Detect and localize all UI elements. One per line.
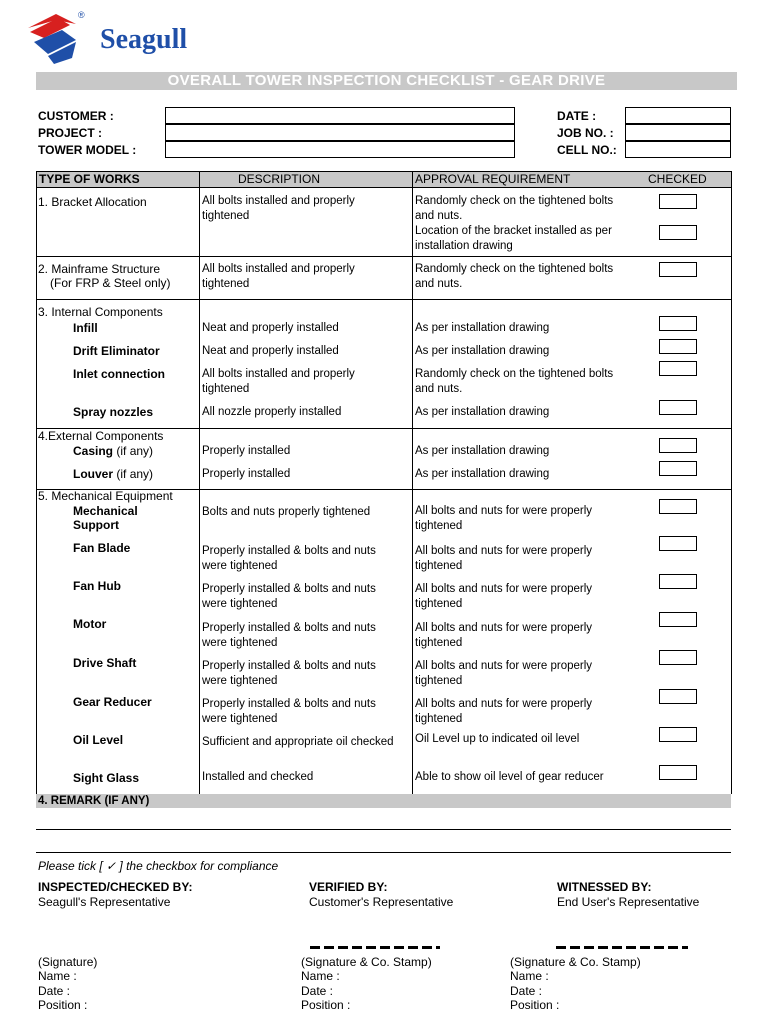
row-item-name: Casing xyxy=(73,444,114,458)
row-requirement: Randomly check on the tightened bolts and nuts. xyxy=(415,368,614,395)
date-label: Date : xyxy=(301,984,334,998)
compliance-checkbox[interactable] xyxy=(659,612,697,627)
row-requirement: As per installation drawing xyxy=(415,445,550,457)
registered-mark: ® xyxy=(78,10,85,20)
date-field[interactable] xyxy=(625,107,731,124)
row-requirement: All bolts and nuts for were properly tightened xyxy=(415,545,593,572)
row-item: Inlet connection xyxy=(73,367,166,381)
row-description: Properly installed xyxy=(202,468,291,480)
tower-model-field[interactable] xyxy=(165,141,515,158)
date-label: Date : xyxy=(510,984,543,998)
compliance-checkbox[interactable] xyxy=(659,536,697,551)
section-title: 5. Mechanical Equipment xyxy=(38,489,173,503)
brand-name: Seagull xyxy=(100,24,188,55)
witnessed-by-heading: WITNESSED BY: xyxy=(557,880,652,894)
row-description: Sufficient and appropriate oil checked xyxy=(202,736,394,748)
tower-model-label: TOWER MODEL : xyxy=(38,143,137,157)
row-item: Gear Reducer xyxy=(73,695,152,709)
row-requirement: As per installation drawing xyxy=(415,345,550,357)
row-description: Properly installed & bolts and nuts were tightened xyxy=(202,660,376,687)
job-no-field[interactable] xyxy=(625,124,731,141)
tick-instruction-post: ] the checkbox for compliance xyxy=(116,859,279,873)
col-header-approval: APPROVAL REQUIREMENT xyxy=(415,172,571,186)
row-item xyxy=(73,444,153,458)
name-label: Name : xyxy=(301,969,340,983)
row-requirement: As per installation drawing xyxy=(415,322,550,334)
compliance-checkbox[interactable] xyxy=(659,574,697,589)
customer-field[interactable] xyxy=(165,107,515,124)
compliance-checkbox[interactable] xyxy=(659,461,697,476)
row-requirement: Randomly check on the tightened bolts and nuts. xyxy=(415,263,614,290)
tick-instruction xyxy=(38,859,278,873)
signature-label: (Signature & Co. Stamp) xyxy=(301,955,432,969)
project-field[interactable] xyxy=(165,124,515,141)
row-item xyxy=(73,467,153,481)
verified-by-rep: Customer's Representative xyxy=(309,895,454,909)
name-label: Name : xyxy=(510,969,549,983)
row-description: All nozzle properly installed xyxy=(202,406,342,418)
section-title: 2. Mainframe Structure xyxy=(38,262,161,276)
position-label: Position : xyxy=(301,998,351,1012)
col-header-description: DESCRIPTION xyxy=(238,172,321,186)
row-item: Mechanical Support xyxy=(73,504,138,532)
row-item: Fan Blade xyxy=(73,541,131,555)
row-requirement: All bolts and nuts for were properly tightened xyxy=(415,660,593,687)
row-item-note: (if any) xyxy=(116,444,154,458)
compliance-checkbox[interactable] xyxy=(659,262,697,277)
section-subtitle: (For FRP & Steel only) xyxy=(50,276,171,290)
signature-line xyxy=(556,946,688,949)
row-item: Sight Glass xyxy=(73,771,140,785)
compliance-checkbox[interactable] xyxy=(659,438,697,453)
remark-line[interactable] xyxy=(36,852,731,853)
row-requirement: Location of the bracket installed as per installation drawing xyxy=(415,225,612,252)
col-header-type: TYPE OF WORKS xyxy=(39,172,140,186)
compliance-checkbox[interactable] xyxy=(659,400,697,415)
row-description: Installed and checked xyxy=(202,771,314,783)
row-description: Properly installed & bolts and nuts were tightened xyxy=(202,698,376,725)
compliance-checkbox[interactable] xyxy=(659,316,697,331)
section-title: 1. Bracket Allocation xyxy=(38,195,147,209)
row-requirement: All bolts and nuts for were properly tightened xyxy=(415,698,593,725)
row-item: Infill xyxy=(73,321,98,335)
row-item: Motor xyxy=(73,617,107,631)
date-label: DATE : xyxy=(557,109,597,123)
section-title: 4.External Components xyxy=(38,429,164,443)
job-no-label: JOB NO. : xyxy=(557,126,614,140)
tick-instruction-pre: Please tick [ xyxy=(38,859,107,873)
row-description: Properly installed xyxy=(202,445,291,457)
inspected-by-rep: Seagull's Representative xyxy=(38,895,171,909)
compliance-checkbox[interactable] xyxy=(659,727,697,742)
row-description: Neat and properly installed xyxy=(202,322,339,334)
row-description: Properly installed & bolts and nuts were tightened xyxy=(202,545,376,572)
remark-heading: 4. REMARK (IF ANY) xyxy=(38,795,150,807)
row-item-name: Louver xyxy=(73,467,114,481)
section-title: 3. Internal Components xyxy=(38,305,163,319)
project-label: PROJECT : xyxy=(38,126,103,140)
col-header-checked: CHECKED xyxy=(648,172,707,186)
compliance-checkbox[interactable] xyxy=(659,339,697,354)
row-requirement: As per installation drawing xyxy=(415,468,550,480)
page-title: OVERALL TOWER INSPECTION CHECKLIST - GEAR DRIVE xyxy=(167,72,606,89)
row-requirement: As per installation drawing xyxy=(415,406,550,418)
row-item-note: (if any) xyxy=(116,467,154,481)
customer-label: CUSTOMER : xyxy=(38,109,114,123)
row-requirement: Oil Level up to indicated oil level xyxy=(415,733,580,745)
row-description: All bolts installed and properly tightened xyxy=(202,368,355,395)
row-requirement: Randomly check on the tightened bolts and nuts. xyxy=(415,195,614,222)
cell-no-field[interactable] xyxy=(625,141,731,158)
signature-label: (Signature) xyxy=(38,955,98,969)
row-description: Properly installed & bolts and nuts were tightened xyxy=(202,622,376,649)
row-requirement: Able to show oil level of gear reducer xyxy=(415,771,604,783)
compliance-checkbox[interactable] xyxy=(659,765,697,780)
row-requirement: All bolts and nuts for were properly tightened xyxy=(415,505,593,532)
compliance-checkbox[interactable] xyxy=(659,194,697,209)
row-description: Bolts and nuts properly tightened xyxy=(202,506,371,518)
row-item: Fan Hub xyxy=(73,579,121,593)
compliance-checkbox[interactable] xyxy=(659,225,697,240)
row-description: All bolts installed and properly tightened xyxy=(202,195,355,222)
seagull-logo-icon xyxy=(26,12,82,66)
row-item: Spray nozzles xyxy=(73,405,154,419)
row-item: Oil Level xyxy=(73,733,124,747)
cell-no-label: CELL NO.: xyxy=(557,143,617,157)
row-description: Properly installed & bolts and nuts were tightened xyxy=(202,583,376,610)
signature-line xyxy=(310,946,440,949)
row-item: Drive Shaft xyxy=(73,656,137,670)
position-label: Position : xyxy=(38,998,88,1012)
verified-by-heading: VERIFIED BY: xyxy=(309,880,388,894)
row-requirement: All bolts and nuts for were properly tightened xyxy=(415,622,593,649)
row-description: Neat and properly installed xyxy=(202,345,339,357)
row-item: Drift Eliminator xyxy=(73,344,160,358)
date-label: Date : xyxy=(38,984,71,998)
compliance-checkbox[interactable] xyxy=(659,689,697,704)
compliance-checkbox[interactable] xyxy=(659,361,697,376)
signature-label: (Signature & Co. Stamp) xyxy=(510,955,641,969)
compliance-checkbox[interactable] xyxy=(659,650,697,665)
remark-line[interactable] xyxy=(36,829,731,830)
check-mark-icon: ✓ xyxy=(106,859,117,873)
inspected-by-heading: INSPECTED/CHECKED BY: xyxy=(38,880,193,894)
row-requirement: All bolts and nuts for were properly tightened xyxy=(415,583,593,610)
name-label: Name : xyxy=(38,969,77,983)
row-description: All bolts installed and properly tightened xyxy=(202,263,355,290)
position-label: Position : xyxy=(510,998,560,1012)
witnessed-by-rep: End User's Representative xyxy=(557,895,700,909)
compliance-checkbox[interactable] xyxy=(659,499,697,514)
table-header-bar xyxy=(36,171,731,187)
